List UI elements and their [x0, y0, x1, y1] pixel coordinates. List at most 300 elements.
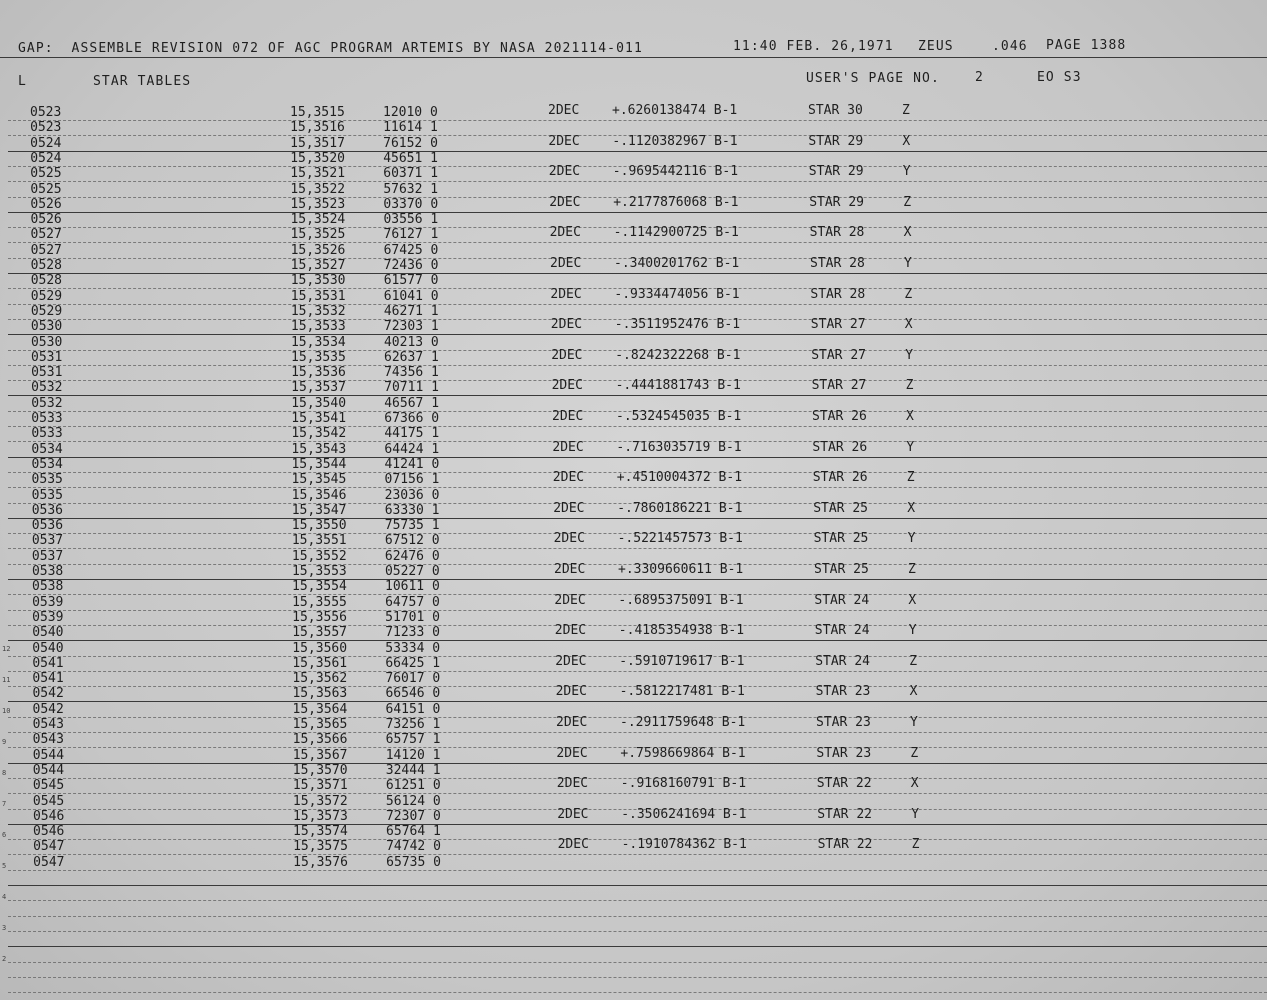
opcode: 2DEC [557, 806, 589, 822]
octal-word: 65764 1 [386, 824, 441, 840]
opcode: 2DEC [548, 164, 581, 180]
constant-value: -.4185354938 B-1 [618, 623, 745, 639]
memory-address: 15,3521 [290, 166, 346, 182]
line-number: 0523 [30, 120, 62, 136]
paper-rule [8, 962, 1267, 964]
line-number: 0527 [30, 227, 62, 243]
star-name: STAR 22 [817, 837, 873, 853]
memory-address: 15,3567 [292, 747, 348, 763]
octal-word: 61041 0 [383, 288, 439, 304]
memory-address: 15,3566 [292, 732, 348, 748]
paper-rule [8, 992, 1267, 994]
constant-value: -.5324545035 B-1 [616, 409, 742, 424]
line-number: 0524 [30, 135, 62, 151]
axis-label: X [906, 409, 914, 424]
paper-rule-solid [8, 579, 1267, 580]
line-number: 0534 [31, 441, 63, 457]
paper-rule-solid [8, 334, 1267, 335]
axis-label: Y [902, 164, 911, 180]
opcode: 2DEC [555, 684, 587, 700]
memory-address: 15,3546 [291, 487, 347, 503]
memory-address: 15,3552 [291, 548, 347, 564]
constant-value: +.2177876068 B-1 [613, 194, 739, 210]
paper-rule-solid [8, 212, 1267, 213]
constant-value: -.5221457573 B-1 [617, 531, 743, 547]
octal-word: 40213 0 [383, 334, 439, 350]
star-name: STAR 29 [809, 194, 864, 210]
constant-value: -.5812217481 B-1 [619, 684, 745, 700]
paper-rule-solid [8, 395, 1267, 396]
octal-word: 76127 1 [383, 227, 439, 243]
memory-address: 15,3551 [291, 533, 347, 549]
header-assembly-title: GAP: ASSEMBLE REVISION 072 OF AGC PROGRAM ARTEMIS BY NASA 2021114-011 [18, 41, 643, 56]
octal-word: 44175 1 [384, 426, 440, 442]
memory-address: 15,3560 [292, 640, 348, 656]
octal-word: 46271 1 [383, 303, 439, 319]
opcode: 2DEC [553, 500, 585, 516]
header-site: ZEUS [918, 39, 954, 54]
paper-rule-solid [8, 701, 1267, 702]
memory-address: 15,3524 [290, 212, 346, 228]
opcode: 2DEC [550, 317, 583, 333]
opcode: 2DEC [556, 745, 588, 761]
margin-number: 8 [2, 769, 7, 777]
margin-number: 2 [2, 955, 7, 963]
line-number: 0540 [32, 625, 64, 641]
star-name: STAR 23 [816, 715, 871, 730]
line-number: 0541 [32, 655, 64, 671]
axis-label: Y [906, 439, 915, 455]
octal-word: 61251 0 [385, 778, 441, 794]
line-number: 0530 [30, 334, 63, 350]
star-name: STAR 27 [811, 378, 867, 394]
memory-address: 15,3531 [290, 288, 346, 304]
octal-word: 66546 0 [385, 686, 441, 702]
line-number: 0535 [31, 472, 63, 488]
constant-value: -.2911759648 B-1 [620, 715, 746, 730]
line-number: 0526 [30, 196, 62, 212]
paper-rule [8, 732, 1267, 734]
memory-address: 15,3574 [293, 824, 348, 840]
line-number: 0545 [32, 778, 65, 794]
axis-label: Z [904, 286, 913, 302]
memory-address: 15,3526 [290, 242, 346, 258]
octal-word: 76152 0 [383, 135, 438, 151]
line-number: 0533 [31, 411, 63, 426]
axis-label: Y [905, 347, 914, 363]
memory-address: 15,3547 [291, 502, 347, 518]
star-name: STAR 28 [810, 286, 866, 302]
octal-word: 67366 0 [384, 411, 440, 426]
opcode: 2DEC [552, 409, 584, 424]
octal-word: 65735 0 [386, 854, 441, 870]
octal-word: 41241 0 [384, 456, 440, 472]
line-number: 0538 [31, 564, 64, 579]
axis-label: X [910, 776, 919, 792]
line-number: 0547 [33, 839, 65, 855]
memory-address: 15,3555 [292, 594, 347, 610]
axis-label: Y [907, 531, 916, 547]
memory-address: 15,3561 [292, 655, 348, 671]
constant-value: -.1120382967 B-1 [612, 133, 738, 149]
memory-address: 15,3576 [293, 854, 348, 870]
octal-word: 03370 0 [383, 196, 439, 212]
memory-address: 15,3536 [291, 365, 346, 381]
constant-value: -.9334474056 B-1 [614, 286, 740, 302]
star-name: STAR 29 [808, 164, 864, 180]
line-number: 0527 [30, 242, 62, 258]
line-number: 0528 [30, 258, 62, 273]
memory-address: 15,3516 [290, 120, 345, 136]
paper-rule [8, 181, 1267, 183]
octal-word: 12010 0 [383, 105, 438, 120]
opcode: 2DEC [554, 623, 587, 639]
octal-word: 45651 1 [383, 150, 438, 166]
line-number: 0542 [32, 701, 64, 717]
octal-word: 72307 0 [385, 808, 441, 824]
line-number: 0544 [32, 747, 65, 763]
paper-rule [8, 242, 1267, 244]
octal-word: 66425 1 [385, 655, 441, 671]
axis-label: X [908, 592, 917, 608]
margin-number: 5 [2, 862, 7, 870]
line-number: 0532 [31, 380, 63, 396]
memory-address: 15,3573 [292, 808, 348, 824]
header-page-number: PAGE 1388 [1046, 38, 1127, 53]
star-name: STAR 23 [815, 684, 871, 700]
constant-value: +.3309660611 B-1 [618, 562, 744, 577]
octal-word: 62476 0 [384, 548, 440, 564]
memory-address: 15,3534 [290, 334, 346, 350]
paper-rule-solid [8, 518, 1267, 519]
opcode: 2DEC [551, 378, 583, 394]
axis-label: Z [903, 194, 912, 210]
axis-label: X [902, 133, 911, 149]
star-name: STAR 26 [812, 439, 868, 455]
memory-address: 15,3532 [290, 303, 346, 319]
opcode: 2DEC [556, 715, 588, 730]
octal-word: 76017 0 [385, 671, 441, 687]
constant-value: -.4441881743 B-1 [615, 378, 741, 394]
memory-address: 15,3537 [291, 380, 346, 396]
line-number: 0525 [30, 166, 62, 182]
star-name: STAR 24 [814, 623, 870, 639]
octal-word: 64757 0 [385, 594, 440, 610]
paper-rule [8, 120, 1267, 122]
line-number: 0536 [31, 502, 63, 518]
paper-rule-solid [8, 946, 1267, 947]
header-run: .046 [992, 39, 1028, 54]
opcode: 2DEC [549, 194, 581, 210]
line-number: 0528 [30, 273, 63, 289]
octal-word: 03556 1 [383, 212, 439, 228]
paper-rule [8, 426, 1267, 428]
octal-word: 07156 1 [384, 472, 440, 488]
axis-label: Y [908, 623, 917, 639]
octal-word: 64151 0 [385, 701, 441, 717]
line-number: 0531 [31, 365, 63, 381]
eo-label: EO S3 [1037, 70, 1082, 85]
constant-value: -.3511952476 B-1 [614, 317, 741, 333]
octal-word: 74742 0 [386, 839, 441, 855]
opcode: 2DEC [554, 562, 586, 577]
margin-number: 11 [2, 676, 11, 684]
octal-word: 64424 1 [384, 441, 440, 457]
star-name: STAR 29 [808, 133, 864, 149]
axis-label: Y [904, 256, 912, 271]
line-number: 0535 [31, 487, 63, 503]
paper-rule [8, 870, 1267, 872]
star-name: STAR 28 [809, 225, 865, 241]
column-l-label: L [18, 74, 27, 89]
memory-address: 15,3523 [290, 196, 346, 212]
star-name: STAR 22 [816, 776, 872, 792]
paper-rule [8, 854, 1267, 856]
line-number: 0529 [30, 303, 63, 319]
paper-rule-solid [8, 640, 1267, 641]
memory-address: 15,3542 [291, 426, 347, 442]
line-number: 0542 [32, 686, 64, 702]
paper-rule [8, 548, 1267, 550]
line-number: 0536 [31, 518, 64, 534]
star-name: STAR 25 [813, 531, 869, 547]
opcode: 2DEC [552, 439, 584, 455]
constant-value: -.9695442116 B-1 [612, 164, 739, 180]
memory-address: 15,3571 [292, 778, 348, 794]
line-number: 0540 [32, 640, 64, 656]
paper-rule [8, 931, 1267, 933]
octal-word: 75735 1 [384, 518, 440, 534]
memory-address: 15,3543 [291, 441, 347, 457]
memory-address: 15,3575 [293, 839, 348, 855]
octal-word: 65757 1 [385, 732, 441, 748]
margin-number: 4 [2, 893, 7, 901]
line-number: 0524 [30, 150, 62, 166]
constant-value: -.8242322268 B-1 [615, 347, 741, 363]
paper-rule [8, 610, 1267, 612]
octal-word: 23036 0 [384, 487, 440, 503]
line-number: 0534 [31, 456, 63, 472]
constant-value: +.6260138474 B-1 [612, 103, 738, 118]
opcode: 2DEC [557, 837, 589, 853]
paper-rule [8, 900, 1267, 902]
axis-label: Z [911, 837, 920, 853]
header-underline [0, 57, 1267, 58]
paper-rule [8, 487, 1267, 489]
octal-word: 05227 0 [384, 564, 440, 579]
star-name: STAR 30 [808, 103, 863, 118]
memory-address: 15,3564 [292, 701, 348, 717]
memory-address: 15,3562 [292, 671, 348, 687]
constant-value: -.7860186221 B-1 [617, 500, 743, 516]
octal-word: 57632 1 [383, 181, 439, 197]
star-name: STAR 24 [815, 653, 870, 669]
memory-address: 15,3530 [290, 273, 346, 289]
octal-word: 10611 0 [385, 579, 440, 595]
paper-rule [8, 916, 1267, 918]
line-number: 0546 [32, 808, 65, 824]
memory-address: 15,3515 [290, 105, 345, 120]
line-number: 0544 [32, 762, 65, 778]
header-timestamp: 11:40 FEB. 26,1971 [733, 39, 894, 54]
margin-number: 12 [2, 645, 11, 653]
paper-rule-solid [8, 457, 1267, 458]
octal-word: 32444 1 [385, 762, 441, 778]
opcode: 2DEC [555, 653, 587, 669]
star-name: STAR 26 [812, 470, 868, 486]
axis-label: X [907, 500, 916, 516]
axis-label: Y [910, 715, 918, 730]
star-name: STAR 27 [811, 347, 866, 363]
memory-address: 15,3550 [291, 518, 347, 534]
memory-address: 15,3533 [290, 319, 346, 335]
constant-value: -.9168160791 B-1 [620, 776, 747, 792]
paper-rule [8, 793, 1267, 795]
line-number: 0547 [33, 854, 65, 870]
constant-value: -.3400201762 B-1 [614, 256, 740, 271]
opcode: 2DEC [551, 347, 583, 363]
octal-word: 14120 1 [385, 747, 441, 763]
axis-label: Z [902, 103, 910, 118]
line-number: 0539 [32, 594, 64, 610]
line-number: 0541 [32, 671, 64, 687]
memory-address: 15,3541 [291, 411, 347, 426]
paper-rule [8, 304, 1267, 306]
constant-value: +.4510004372 B-1 [616, 470, 743, 486]
line-number: 0533 [31, 426, 63, 442]
line-number: 0543 [32, 717, 64, 732]
star-name: STAR 26 [812, 409, 867, 424]
margin-number: 9 [2, 738, 7, 746]
octal-word: 72436 0 [383, 258, 439, 273]
line-number: 0538 [32, 579, 64, 595]
constant-value: -.3506241694 B-1 [621, 806, 747, 822]
octal-word: 46567 1 [384, 395, 440, 411]
line-number: 0539 [32, 609, 64, 625]
octal-word: 72303 1 [383, 319, 439, 335]
constant-value: -.1142900725 B-1 [613, 225, 739, 241]
star-name: STAR 22 [817, 806, 872, 822]
opcode: 2DEC [552, 470, 585, 486]
line-number: 0526 [30, 212, 62, 228]
octal-word: 53334 0 [385, 640, 441, 656]
octal-word: 67425 0 [383, 242, 439, 258]
memory-address: 15,3544 [291, 456, 347, 472]
line-number: 0546 [33, 824, 65, 840]
paper-rule-solid [8, 824, 1267, 825]
octal-word: 61577 0 [383, 273, 439, 289]
star-name: STAR 23 [816, 745, 872, 761]
paper-rule-solid [8, 885, 1267, 886]
octal-word: 60371 1 [383, 166, 439, 182]
margin-number: 3 [2, 924, 7, 932]
memory-address: 15,3545 [291, 472, 347, 488]
memory-address: 15,3535 [291, 349, 346, 365]
octal-word: 51701 0 [385, 609, 440, 625]
memory-address: 15,3554 [292, 579, 347, 595]
line-number: 0537 [31, 548, 64, 564]
octal-word: 63330 1 [384, 502, 440, 518]
octal-word: 71233 0 [385, 625, 440, 641]
constant-value: -.5910719617 B-1 [619, 653, 745, 669]
octal-word: 56124 0 [385, 793, 441, 809]
opcode: 2DEC [550, 256, 582, 271]
constant-value: -.1910784362 B-1 [621, 837, 747, 853]
constant-value: -.7163035719 B-1 [616, 439, 742, 455]
memory-address: 15,3565 [292, 717, 348, 732]
margin-number: 6 [2, 831, 7, 839]
line-number: 0537 [31, 533, 64, 549]
memory-address: 15,3553 [291, 564, 347, 579]
octal-word: 73256 1 [385, 717, 441, 732]
octal-word: 11614 1 [383, 120, 438, 136]
memory-address: 15,3520 [290, 150, 345, 166]
memory-address: 15,3570 [292, 762, 348, 778]
constant-value: +.7598669864 B-1 [620, 745, 746, 761]
opcode: 2DEC [549, 225, 581, 241]
axis-label: X [903, 225, 912, 241]
memory-address: 15,3517 [290, 135, 345, 151]
memory-address: 15,3556 [292, 609, 347, 625]
octal-word: 67512 0 [384, 533, 440, 549]
opcode: 2DEC [548, 103, 580, 118]
octal-word: 74356 1 [384, 365, 439, 381]
opcode: 2DEC [550, 286, 582, 302]
paper-rule [8, 977, 1267, 979]
axis-label: Z [908, 562, 916, 577]
opcode: 2DEC [554, 592, 586, 608]
opcode: 2DEC [553, 531, 585, 547]
section-title: STAR TABLES [93, 74, 192, 89]
constant-value: -.6895375091 B-1 [618, 592, 744, 608]
memory-address: 15,3563 [292, 686, 348, 702]
line-number: 0543 [32, 732, 64, 748]
paper-rule [8, 365, 1267, 367]
memory-address: 15,3527 [290, 258, 346, 273]
line-number: 0523 [30, 105, 62, 120]
line-number: 0531 [31, 349, 63, 365]
star-name: STAR 25 [813, 500, 868, 516]
star-name: STAR 27 [810, 317, 866, 333]
users-page-label: USER'S PAGE NO. [806, 71, 940, 86]
line-number: 0525 [30, 181, 62, 197]
paper-rule [8, 671, 1267, 673]
line-number: 0529 [30, 288, 63, 304]
octal-word: 62637 1 [384, 349, 439, 365]
paper-rule-solid [8, 763, 1267, 764]
opcode: 2DEC [556, 776, 589, 792]
axis-label: Z [909, 653, 918, 669]
paper-rule-solid [8, 151, 1267, 152]
axis-label: Z [906, 470, 915, 486]
users-page-number: 2 [975, 70, 984, 85]
star-name: STAR 24 [814, 592, 870, 608]
memory-address: 15,3572 [292, 793, 348, 809]
opcode: 2DEC [548, 133, 580, 149]
memory-address: 15,3522 [290, 181, 346, 197]
axis-label: Z [910, 745, 919, 761]
axis-label: X [904, 317, 913, 333]
margin-number: 10 [2, 707, 11, 715]
axis-label: Z [905, 378, 914, 394]
axis-label: X [909, 684, 918, 700]
line-number: 0532 [31, 395, 63, 411]
line-number: 0545 [32, 793, 65, 809]
octal-word: 70711 1 [384, 380, 439, 396]
star-name: STAR 28 [810, 256, 865, 271]
margin-number: 7 [2, 800, 7, 808]
star-name: STAR 25 [814, 562, 869, 577]
